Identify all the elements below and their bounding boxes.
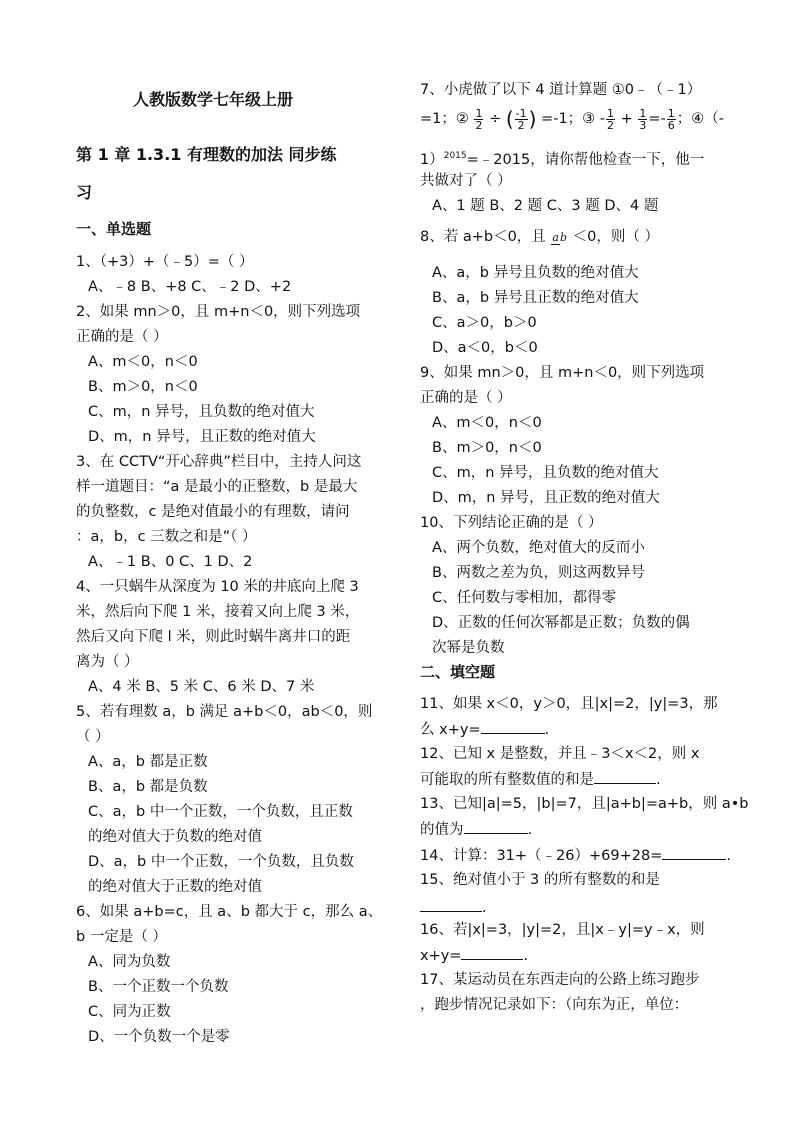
question-6-option-a: A、同为负数	[88, 954, 171, 970]
chapter-heading	[76, 136, 376, 212]
question-8-option-c: C、a＞0，b＞0	[432, 315, 537, 331]
question-7-stem-math: =1；② $\frac{1}{2}$ ÷ ( $\frac{-1}{2}$ ) =-1；③ - $\frac{1}{2}$ + $\frac{1}{3}$ =- $\frac{1}{6}$ ；④（-	[420, 106, 725, 132]
question-2-stem: 2、如果 mn＞0，且 m+n＜0，则下列选项	[76, 304, 361, 320]
question-11-stem: 11、如果 x＜0，y＞0，且|x|=2，|y|=3，那	[420, 696, 718, 712]
question-5-option-d: 的绝对值大于正数的绝对值	[88, 879, 262, 895]
section-heading-fill-blank: 二、填空题	[420, 663, 496, 681]
question-15: 15、绝对值小于 3 的所有整数的和是	[420, 872, 660, 888]
question-10-stem: 10、下列结论正确的是（ ）	[420, 515, 603, 531]
question-16-stem: 16、若|x|=3，|y|=2，且|x﹣y|=y﹣x，则	[420, 922, 705, 938]
answer-blank	[594, 769, 656, 784]
question-7-stem: 共做对了（ ）	[420, 173, 512, 189]
question-5-option-d: D、a，b 中一个正数，一个负数，且负数	[88, 854, 354, 870]
question-9-option-c: C、m，n 异号，且负数的绝对值大	[432, 465, 659, 481]
question-13-stem: 的值为 .	[420, 819, 532, 840]
question-4-stem: 离为（ ）	[76, 654, 139, 670]
question-1: 1、（+3）+（﹣5）=（ ）	[76, 254, 254, 270]
fraction: $\frac{1}{2}$	[607, 106, 615, 132]
question-17-stem: ，跑步情况记录如下：（向东为正，单位：	[420, 997, 689, 1013]
question-11-stem: 么 x+y= .	[420, 719, 549, 740]
question-14: 14、计算：31+（﹣26）+69+28= .	[420, 845, 731, 866]
question-16-stem: x+y= .	[420, 945, 528, 966]
answer-blank	[662, 845, 726, 860]
question-9-stem: 9、如果 mn＞0，且 m+n＜0，则下列选项	[420, 365, 705, 381]
question-5-option-a: A、a，b 都是正数	[88, 754, 208, 770]
question-2-stem: 正确的是（ ）	[76, 329, 168, 345]
question-5-stem: 5、若有理数 a，b 满足 a+b＜0，ab＜0，则	[76, 704, 373, 720]
question-8-option-d: D、a＜0，b＜0	[432, 340, 538, 356]
question-3-options: A、﹣1 B、0 C、1 D、2	[88, 554, 253, 570]
question-9-stem: 正确的是（ ）	[420, 390, 512, 406]
question-5-stem: （ ）	[76, 729, 110, 745]
question-9-option-b: B、m＞0，n＜0	[432, 440, 542, 456]
question-8-option-a: A、a，b 异号且负数的绝对值大	[432, 265, 639, 281]
question-5-option-b: B、a，b 都是负数	[88, 779, 208, 795]
question-10-option-d: D、正数的任何次幂都是正数；负数的偶	[432, 615, 690, 631]
question-15-answer: .	[420, 897, 487, 918]
question-2-option-c: C、m，n 异号，且负数的绝对值大	[88, 404, 315, 420]
document-title: 人教版数学七年级上册	[133, 90, 294, 109]
question-9-option-d: D、m，n 异号，且正数的绝对值大	[432, 490, 660, 506]
question-17-stem: 17、某运动员在东西走向的公路上练习跑步	[420, 972, 700, 988]
question-5-option-c: 的绝对值大于负数的绝对值	[88, 829, 262, 845]
question-7-options: A、1 题 B、2 题 C、3 题 D、4 题	[432, 198, 659, 214]
question-7-stem: 7、小虎做了以下 4 道计算题 ①0﹣（﹣1）	[420, 82, 702, 98]
question-4-options: A、4 米 B、5 米 C、6 米 D、7 米	[88, 679, 315, 695]
question-10-option-a: A、两个负数，绝对值大的反而小	[432, 540, 645, 556]
fraction: $\frac{1}{6}$	[667, 106, 675, 132]
question-4-stem: 4、一只蜗牛从深度为 10 米的井底向上爬 3	[76, 579, 359, 595]
question-6-option-b: B、一个正数一个负数	[88, 979, 229, 995]
question-1-options: A、﹣8 B、+8 C、﹣2 D、+2	[88, 279, 292, 295]
answer-blank	[481, 719, 545, 734]
section-heading-single-choice: 一、单选题	[76, 220, 152, 238]
fraction: $\frac{1}{3}$	[639, 106, 647, 132]
question-12-stem: 可能取的所有整数值的和是 .	[420, 769, 661, 790]
question-6-option-d: D、一个负数一个是零	[88, 1029, 230, 1045]
question-5-option-c: C、a，b 中一个正数，一个负数，且正数	[88, 804, 353, 820]
question-10-option-d: 次幂是负数	[432, 640, 505, 656]
question-8-option-b: B、a，b 异号且正数的绝对值大	[432, 290, 639, 306]
question-3-stem: 样一道题目：“a 是最小的正整数，b 是最大	[76, 479, 358, 495]
chapter-heading-line1: 第 1 章 1.3.1 有理数的加法 同步练	[76, 145, 337, 164]
answer-blank	[461, 945, 523, 960]
question-4-stem: 然后又向下爬 l 米，则此时蜗牛离井口的距	[76, 629, 351, 645]
chapter-heading-line2: 习	[76, 183, 93, 202]
answer-blank	[464, 819, 528, 834]
question-6-stem: 6、如果 a+b=c，且 a、b 都大于 c，那么 a、	[76, 904, 383, 920]
question-2-option-d: D、m，n 异号，且正数的绝对值大	[88, 429, 316, 445]
question-8-stem: 8、若 a+b＜0，且 ab ＜0，则（ ）	[420, 229, 659, 245]
answer-blank	[420, 897, 482, 912]
question-12-stem: 12、已知 x 是整数，并且﹣3＜x＜2，则 x	[420, 746, 700, 762]
question-2-option-a: A、m＜0，n＜0	[88, 354, 198, 370]
fraction: ab	[552, 230, 568, 244]
question-9-option-a: A、m＜0，n＜0	[432, 415, 542, 431]
question-6-option-c: C、同为正数	[88, 1004, 171, 1020]
fraction: $\frac{-1}{2}$	[515, 106, 527, 132]
question-3-stem: ：a，b，c 三数之和是”（ ）	[76, 529, 257, 545]
question-6-stem: b 一定是（ ）	[76, 929, 167, 945]
question-7-stem: 1）$^{2015}$=﹣2015，请你帮他检查一下，他一	[420, 151, 705, 168]
question-3-stem: 的负整数，c 是绝对值最小的有理数，请问	[76, 504, 350, 520]
question-10-option-c: C、任何数与零相加，都得零	[432, 590, 617, 606]
question-4-stem: 米，然后向下爬 1 米，接着又向上爬 3 米，	[76, 604, 360, 620]
question-10-option-b: B、两数之差为负，则这两数异号	[432, 565, 645, 581]
question-3-stem: 3、在 CCTV“开心辞典”栏目中，主持人问这	[76, 454, 362, 470]
question-13-stem: 13、已知|a|=5，|b|=7，且|a+b|=a+b，则 a•b	[420, 796, 749, 812]
question-2-option-b: B、m＞0，n＜0	[88, 379, 198, 395]
fraction: $\frac{1}{2}$	[475, 106, 483, 132]
